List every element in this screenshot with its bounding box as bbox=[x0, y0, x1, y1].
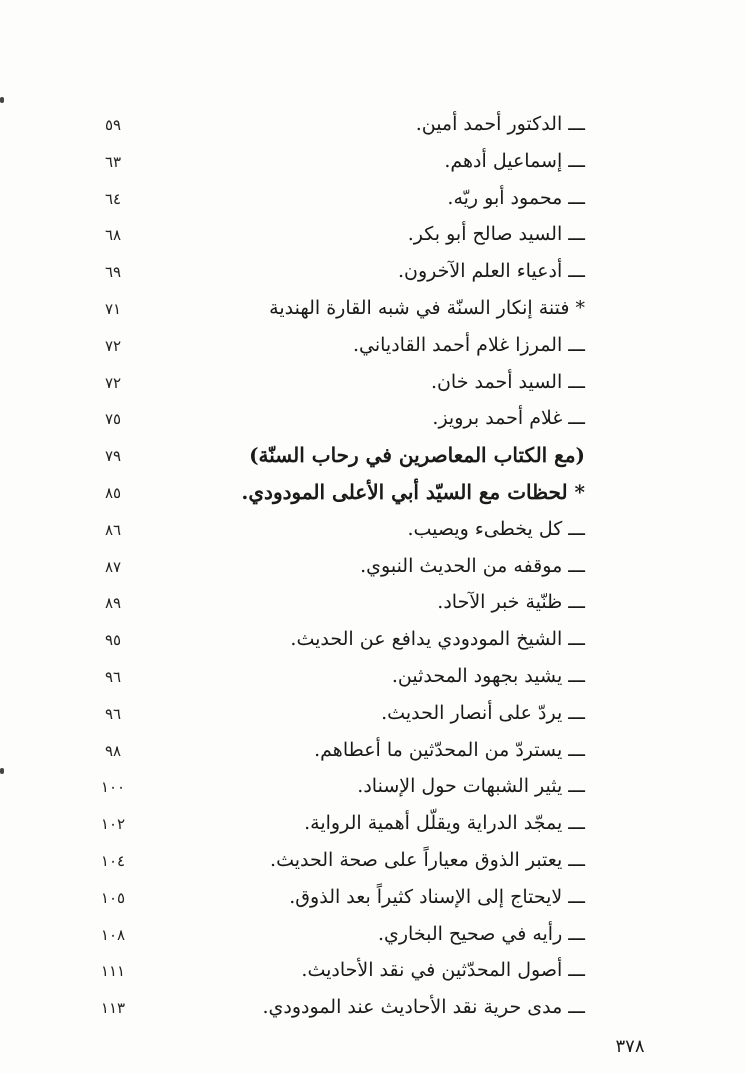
toc-entry bbox=[0, 953, 745, 990]
toc-entry-title: ـــ ظنّية خبر الآحاد. bbox=[437, 591, 585, 614]
toc-entry-page: ١٠٨ bbox=[100, 925, 126, 944]
toc-entry-title: ـــ محمود أبو ريّه. bbox=[447, 186, 585, 209]
toc-entry-title: ـــ الدكتور أحمد أمين. bbox=[415, 113, 585, 135]
toc-entry-title: ـــ لايحتاج إلى الإسناد كثيراً بعد الذوق. bbox=[289, 885, 585, 908]
toc-entry-title: ـــ كل يخطىء ويصيب. bbox=[407, 517, 585, 540]
toc-entry-page: ٨٧ bbox=[104, 557, 122, 576]
toc-entry bbox=[0, 622, 745, 659]
toc-entry-page: ٨٩ bbox=[104, 594, 122, 613]
toc-entry-page: ٥٩ bbox=[104, 116, 122, 134]
toc-entry bbox=[0, 401, 745, 438]
toc-entry-page: ١٠٥ bbox=[100, 888, 126, 907]
toc-section-entry bbox=[0, 291, 745, 328]
toc-entry bbox=[0, 880, 745, 917]
toc-entry-title: ـــ يستردّ من المحدّثين ما أعطاهم. bbox=[314, 738, 585, 761]
toc-entry-page: ٧٥ bbox=[104, 410, 122, 429]
toc-entry bbox=[0, 328, 745, 365]
toc-entry bbox=[0, 585, 745, 622]
toc-entry-title: ـــ السيد صالح أبو بكر. bbox=[407, 223, 585, 246]
toc-entry bbox=[0, 181, 745, 218]
toc-entry-page: ٩٦ bbox=[104, 667, 122, 686]
toc-entry bbox=[0, 144, 745, 181]
toc-entry bbox=[0, 843, 745, 880]
toc-entry bbox=[0, 512, 745, 549]
toc-entry-page: ٦٣ bbox=[104, 152, 122, 171]
toc-entry-title: (مع الكتاب المعاصرين في رحاب السنّة) bbox=[249, 443, 585, 468]
toc-entry-title: ـــ الشيخ المودودي يدافع عن الحديث. bbox=[290, 628, 585, 651]
toc-entry bbox=[0, 549, 745, 586]
toc-entry-page: ٨٦ bbox=[104, 520, 122, 539]
toc-entry-page: ١١٣ bbox=[100, 999, 126, 1018]
toc-entry bbox=[0, 365, 745, 402]
toc-entry bbox=[0, 769, 745, 806]
scan-edge-mark-top bbox=[0, 97, 4, 103]
toc-entry-title: ـــ رأيه في صحيح البخاري. bbox=[377, 922, 585, 945]
toc-entry-page: ٨٥ bbox=[104, 483, 122, 502]
toc-entry bbox=[0, 917, 745, 954]
toc-entry bbox=[0, 107, 745, 144]
toc-entry-page: ١١١ bbox=[100, 962, 126, 981]
toc-entry bbox=[0, 217, 745, 254]
toc-entry bbox=[0, 733, 745, 770]
toc-entry-title: ـــ يثير الشبهات حول الإسناد. bbox=[357, 775, 585, 798]
toc-heading-entry bbox=[0, 438, 745, 475]
toc-heading-entry bbox=[0, 475, 745, 512]
toc-entry-page: ٦٨ bbox=[104, 226, 122, 245]
toc-entry-title: ـــ المرزا غلام أحمد القادياني. bbox=[352, 333, 585, 356]
toc-entry-page: ١٠٢ bbox=[100, 815, 126, 834]
toc-entry-page: ٩٨ bbox=[104, 741, 122, 760]
toc-entry-page: ١٠٠ bbox=[100, 778, 126, 797]
toc-entry bbox=[0, 696, 745, 733]
toc-entry-title: ـــ مدى حرية نقد الأحاديث عند المودودي. bbox=[262, 996, 585, 1019]
toc-entry-page: ٧٩ bbox=[104, 447, 122, 466]
toc-entry bbox=[0, 990, 745, 1027]
toc-entry-title: ـــ أدعياء العلم الآخرون. bbox=[397, 260, 585, 283]
toc-entry-title: ـــ السيد أحمد خان. bbox=[430, 370, 585, 393]
toc-entry-page: ٩٦ bbox=[104, 704, 122, 723]
toc-entry-page: ٦٩ bbox=[104, 263, 122, 282]
toc-entry-title: ـــ يشيد بجهود المحدثين. bbox=[391, 664, 585, 687]
toc-entry bbox=[0, 254, 745, 291]
toc-entry-title: ـــ أصول المحدّثين في نقد الأحاديث. bbox=[301, 959, 585, 982]
toc-entry-page: ٦٤ bbox=[104, 189, 122, 208]
toc-entry-title: * فتنة إنكار السنّة في شبه القارة الهندية bbox=[269, 296, 585, 319]
page-number: ٣٧٨ bbox=[615, 1036, 645, 1057]
toc-entry bbox=[0, 659, 745, 696]
toc-entry-page: ٧١ bbox=[104, 299, 122, 318]
toc-entry-title: ـــ يعتبر الذوق معياراً على صحة الحديث. bbox=[270, 848, 585, 871]
toc-entry-page: ٧٢ bbox=[104, 373, 122, 392]
toc-entry-title: ـــ غلام أحمد برويز. bbox=[432, 407, 585, 430]
toc-entry-title: * لحظات مع السيّد أبي الأعلى المودودي. bbox=[241, 479, 585, 504]
toc-entry-title: ـــ يمجّد الدراية ويقلّل أهمية الرواية. bbox=[304, 812, 585, 835]
table-of-contents bbox=[0, 107, 745, 1027]
toc-entry-page: ١٠٤ bbox=[100, 851, 126, 870]
toc-entry-title: ـــ يردّ على أنصار الحديث. bbox=[381, 701, 585, 724]
toc-entry-page: ٩٥ bbox=[104, 631, 122, 650]
toc-entry-title: ـــ إسماعيل أدهم. bbox=[444, 149, 585, 172]
toc-entry-page: ٧٢ bbox=[104, 336, 122, 355]
toc-entry bbox=[0, 806, 745, 843]
toc-entry-title: ـــ موقفه من الحديث النبوي. bbox=[360, 554, 585, 577]
